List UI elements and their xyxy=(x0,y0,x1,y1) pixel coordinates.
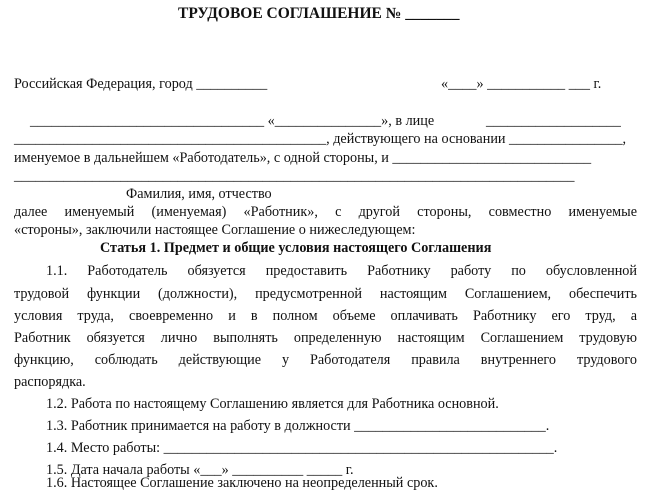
parties-line-3: именуемое в дальнейшем «Работодатель», с одной стороны, и ____________________________ xyxy=(14,150,592,166)
parties-line-1-fill: ___________________ xyxy=(486,113,621,129)
fio-caption: Фамилия, имя, отчество xyxy=(126,186,272,202)
p1-line-2: трудовой функции (должности), предусмотренной настоящим Соглашением, обеспечить xyxy=(14,286,637,302)
parties-line-6: «стороны», заключили настоящее Соглашение о нижеследующем: xyxy=(14,222,416,238)
clause-1-2: 1.2. Работа по настоящему Соглашению является для Работника основной. xyxy=(46,396,499,412)
parties-line-5: далее именуемый (именуемая) «Работник», с другой стороны, совместно именуемые xyxy=(14,204,637,220)
p1-line-1: 1.1. Работодатель обязуется предоставить Работнику работу по обусловленной xyxy=(46,263,637,279)
clause-1-4: 1.4. Место работы: _______________________________________________________. xyxy=(46,440,558,456)
document-title: ТРУДОВОЕ СОГЛАШЕНИЕ № _______ xyxy=(178,5,460,22)
p1-line-3: условия труда, своевременно и в полном объеме оплачивать Работнику его труд, а xyxy=(14,308,637,324)
parties-line-2: ____________________________________________, действующего на основании ________________, xyxy=(14,131,627,147)
p1-line-4: Работник обязуется лично выполнять определенную настоящим Соглашением трудовую xyxy=(14,330,637,346)
parties-line-4: _______________________________________________________________________________ xyxy=(14,168,575,184)
header-date: «____» ___________ ___ г. xyxy=(441,76,602,92)
header-city: Российская Федерация, город __________ xyxy=(14,76,268,92)
clause-1-5: 1.5. Дата начала работы «___» __________ _____ г. xyxy=(46,462,354,478)
parties-line-1: _________________________________ «_______________», в лице xyxy=(30,113,435,129)
p1-line-6: распорядка. xyxy=(14,374,86,390)
clause-1-3: 1.3. Работник принимается на работу в должности ___________________________. xyxy=(46,418,550,434)
article-heading: Статья 1. Предмет и общие условия настоящего Соглашения xyxy=(100,240,492,256)
clause-1-6: 1.6. Настоящее Соглашение заключено на неопределенный срок. xyxy=(46,475,438,491)
p1-line-5: функцию, соблюдать действующие у Работодателя правила внутреннего трудового xyxy=(14,352,637,368)
